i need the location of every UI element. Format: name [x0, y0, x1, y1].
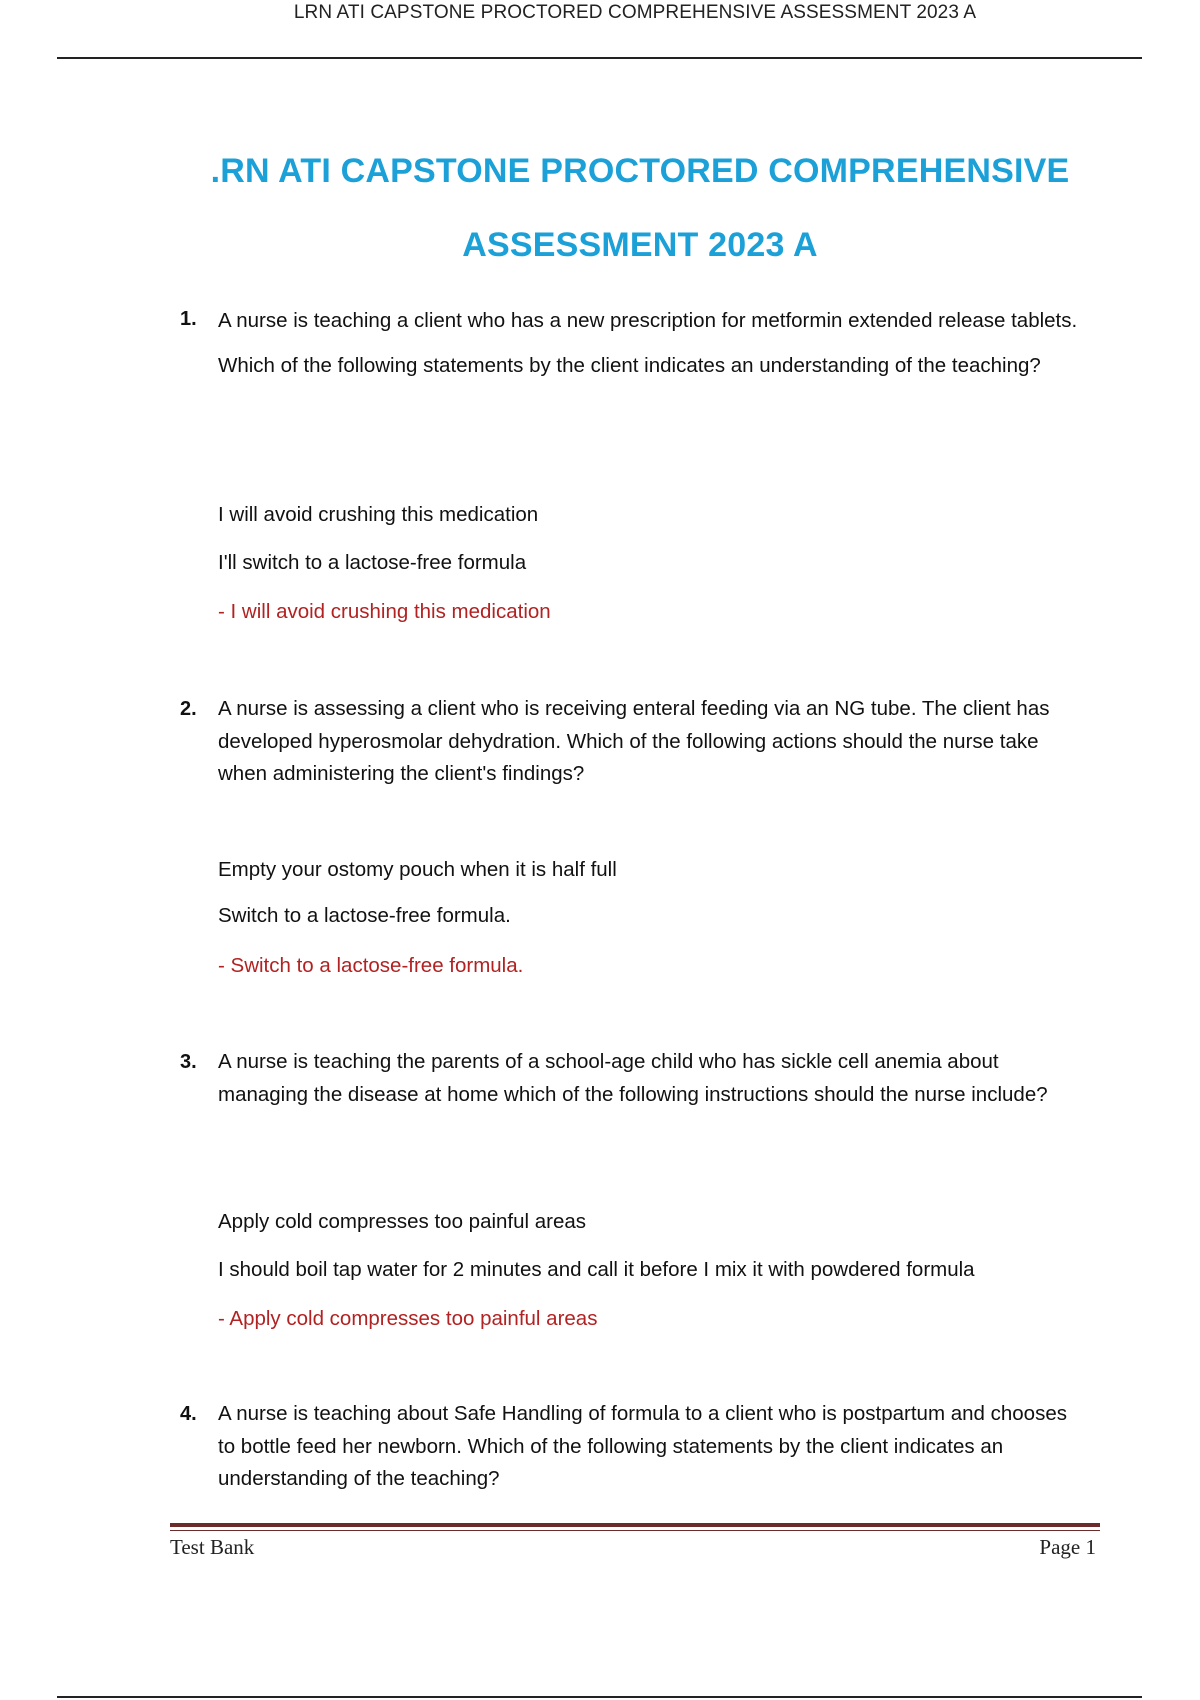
question-number: 4.	[180, 1403, 197, 1425]
footer-label: Test Bank	[170, 1535, 255, 1559]
option: Apply cold compresses too painful areas	[218, 1210, 587, 1233]
page-bottom-divider	[57, 1696, 1142, 1698]
header-divider	[57, 57, 1142, 59]
running-header: LRN ATI CAPSTONE PROCTORED COMPREHENSIVE ASSESSMENT 2023 A	[293, 2, 977, 23]
option: I should boil tap water for 2 minutes and call it before I mix it with powdered formula	[218, 1258, 975, 1281]
question-text: A nurse is teaching a client who has a new prescription for metformin extended release tablets. Which of the following statements by the client indicates an understanding of the teaching?	[218, 309, 1078, 377]
question-number: 1.	[180, 308, 197, 330]
answer: - Apply cold compresses too painful areas	[218, 1307, 598, 1330]
title-line-2: ASSESSMENT 2023 A	[462, 226, 818, 264]
question-text: A nurse is assessing a client who is receiving enteral feeding via an NG tube. The client has developed hyperosmolar dehydration. Which of the following actions should the nurse take when administering the client's findings?	[218, 697, 1050, 785]
page-number: Page 1	[1039, 1535, 1096, 1559]
answer: - Switch to a lactose-free formula.	[218, 954, 524, 977]
option: I'll switch to a lactose-free formula	[218, 551, 527, 574]
document-title	[140, 134, 1140, 282]
question-text: A nurse is teaching about Safe Handling of formula to a client who is postpartum and chooses to bottle feed her newborn. Which of the following statements by the client indicates an understanding of the teaching?	[218, 1402, 1067, 1490]
option: Empty your ostomy pouch when it is half full	[218, 858, 617, 881]
question-number: 2.	[180, 698, 197, 720]
question-number: 3.	[180, 1051, 197, 1073]
title-line-1: .RN ATI CAPSTONE PROCTORED COMPREHENSIVE	[210, 152, 1070, 190]
option: I will avoid crushing this medication	[218, 503, 539, 526]
question-text: A nurse is teaching the parents of a school-age child who has sickle cell anemia about managing the disease at home which of the following instructions should the nurse include?	[218, 1050, 1048, 1106]
footer-divider-thick	[170, 1523, 1100, 1527]
answer: - I will avoid crushing this medication	[218, 600, 551, 623]
footer-divider-thin	[170, 1530, 1100, 1531]
option: Switch to a lactose-free formula.	[218, 904, 511, 927]
